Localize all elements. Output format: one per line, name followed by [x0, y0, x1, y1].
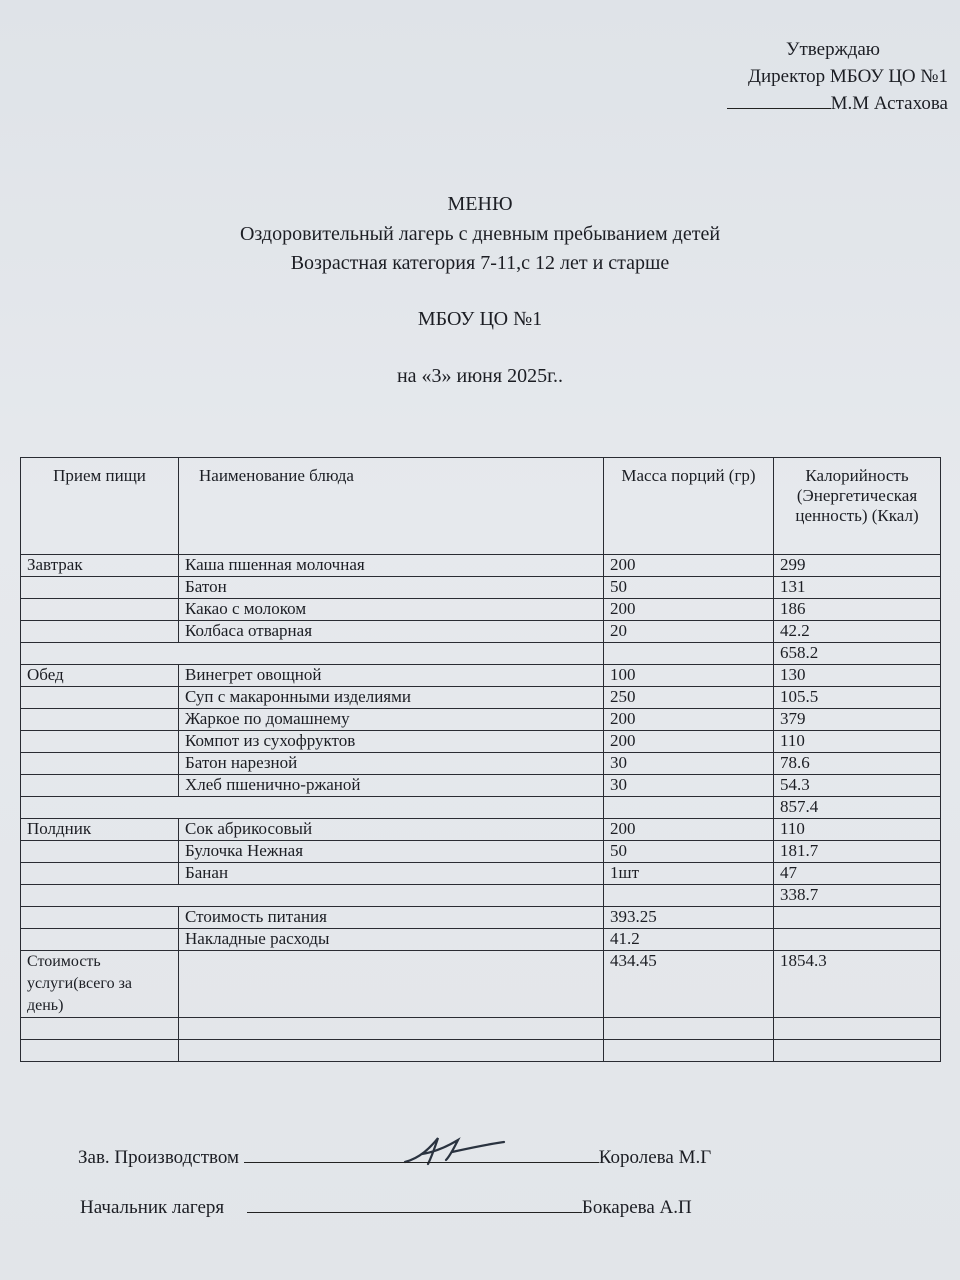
subtotal-kcal: 658.2 [774, 643, 941, 665]
table-row [21, 753, 941, 775]
column-header-dish: Наименование блюда [179, 458, 604, 555]
dish-mass: 50 [604, 841, 774, 863]
dish-mass: 30 [604, 775, 774, 797]
table-row [21, 555, 941, 577]
dish-name: Хлеб пшенично-ржаной [179, 775, 604, 797]
overhead-value: 41.2 [604, 929, 774, 951]
dish-mass: 20 [604, 621, 774, 643]
dish-mass: 200 [604, 731, 774, 753]
meal-cell [21, 775, 179, 797]
subtotal-mass [604, 797, 774, 819]
subtotal-spacer [21, 797, 604, 819]
overhead-row [21, 929, 941, 951]
dish-kcal: 42.2 [774, 621, 941, 643]
approval-signer [727, 90, 948, 117]
dish-name: Каша пшенная молочная [179, 555, 604, 577]
dish-name: Суп с макаронными изделиями [179, 687, 604, 709]
table-row [21, 841, 941, 863]
empty-cell [774, 907, 941, 929]
table-row [21, 599, 941, 621]
dish-kcal: 78.6 [774, 753, 941, 775]
camp-head-signature-line [80, 1192, 692, 1219]
subtotal-row-breakfast [21, 643, 941, 665]
production-name: Королева М.Г [598, 1147, 712, 1168]
empty-cell [774, 929, 941, 951]
page-title: МЕНЮ [447, 193, 513, 215]
empty-row [21, 1040, 941, 1062]
dish-mass: 200 [604, 555, 774, 577]
dish-name: Сок абрикосовый [179, 819, 604, 841]
column-header-kcal: Калорийность (Энергетическая ценность) (Ккал) [774, 458, 941, 555]
dish-kcal: 110 [774, 819, 941, 841]
meal-label-lunch: Обед [21, 665, 179, 687]
dish-name: Жаркое по домашнему [179, 709, 604, 731]
dish-mass: 100 [604, 665, 774, 687]
dish-name: Булочка Нежная [179, 841, 604, 863]
column-header-mass: Масса порций (гр) [604, 458, 774, 555]
table-header-row [21, 458, 941, 555]
meal-cell [21, 929, 179, 951]
dish-name: Винегрет овощной [179, 665, 604, 687]
food-cost-value: 393.25 [604, 907, 774, 929]
dish-name: Компот из сухофруктов [179, 731, 604, 753]
meal-cell [21, 907, 179, 929]
meal-label-breakfast: Завтрак [21, 555, 179, 577]
meal-cell [21, 753, 179, 775]
empty-cell [21, 1040, 179, 1062]
empty-cell [179, 1018, 604, 1040]
age-subtitle: Возрастная категория 7-11,с 12 лет и старше [290, 252, 670, 274]
dish-mass: 50 [604, 577, 774, 599]
subtotal-mass [604, 643, 774, 665]
column-header-meal: Прием пищи [21, 458, 179, 555]
empty-cell [604, 1040, 774, 1062]
empty-cell [774, 1018, 941, 1040]
dish-name: Банан [179, 863, 604, 885]
dish-name: Батон нарезной [179, 753, 604, 775]
school-name: МБОУ ЦО №1 [417, 308, 543, 330]
table-row [21, 863, 941, 885]
empty-cell [21, 1018, 179, 1040]
meal-cell [21, 577, 179, 599]
table-row [21, 577, 941, 599]
signature-line [247, 1192, 582, 1213]
meal-cell [21, 841, 179, 863]
camp-head-name: Бокарева А.П [581, 1197, 692, 1218]
service-cost-value: 434.45 [604, 951, 774, 1018]
dish-name: Батон [179, 577, 604, 599]
subtotal-spacer [21, 643, 604, 665]
table-row [21, 819, 941, 841]
dish-name: Какао с молоком [179, 599, 604, 621]
approval-signer-name: М.М Астахова [830, 93, 948, 114]
service-cost-row [21, 951, 941, 1018]
meal-cell [21, 863, 179, 885]
dish-kcal: 47 [774, 863, 941, 885]
food-cost-label: Стоимость питания [179, 907, 604, 929]
empty-cell [179, 1040, 604, 1062]
service-kcal-total: 1854.3 [774, 951, 941, 1018]
dish-kcal: 105.5 [774, 687, 941, 709]
subtotal-mass [604, 885, 774, 907]
empty-cell [774, 1040, 941, 1062]
table-row [21, 731, 941, 753]
subtotal-kcal: 338.7 [774, 885, 941, 907]
dish-mass: 1шт [604, 863, 774, 885]
dish-mass: 250 [604, 687, 774, 709]
table-row [21, 709, 941, 731]
food-cost-row [21, 907, 941, 929]
dish-mass: 200 [604, 599, 774, 621]
camp-subtitle: Оздоровительный лагерь с дневным пребыванием детей [239, 223, 721, 245]
menu-table [20, 457, 941, 1062]
meal-cell [21, 709, 179, 731]
meal-label-snack: Полдник [21, 819, 179, 841]
dish-kcal: 130 [774, 665, 941, 687]
empty-cell [604, 1018, 774, 1040]
meal-cell [21, 731, 179, 753]
production-label: Зав. Производством [78, 1147, 240, 1168]
approval-position: Директор МБОУ ЦО №1 [748, 66, 948, 87]
camp-head-label: Начальник лагеря [80, 1197, 225, 1218]
meal-cell [21, 621, 179, 643]
dish-kcal: 54.3 [774, 775, 941, 797]
production-signature-line [78, 1142, 711, 1169]
dish-kcal: 131 [774, 577, 941, 599]
dish-name: Колбаса отварная [179, 621, 604, 643]
table-row [21, 687, 941, 709]
subtotal-spacer [21, 885, 604, 907]
meal-cell [21, 687, 179, 709]
subtotal-row-lunch [21, 797, 941, 819]
table-row [21, 775, 941, 797]
service-cost-label: Стоимость услуги(всего за день) [21, 951, 179, 1018]
table-row [21, 621, 941, 643]
approval-heading: Утверждаю [786, 39, 880, 60]
dish-mass: 200 [604, 819, 774, 841]
overhead-label: Накладные расходы [179, 929, 604, 951]
empty-cell [179, 951, 604, 1018]
signature-line [727, 90, 831, 109]
dish-kcal: 186 [774, 599, 941, 621]
subtotal-row-snack [21, 885, 941, 907]
dish-kcal: 110 [774, 731, 941, 753]
dish-mass: 30 [604, 753, 774, 775]
dish-mass: 200 [604, 709, 774, 731]
dish-kcal: 181.7 [774, 841, 941, 863]
table-row [21, 665, 941, 687]
approval-block [727, 36, 948, 117]
dish-kcal: 299 [774, 555, 941, 577]
signature-line [244, 1142, 599, 1163]
menu-date: на «3» июня 2025г.. [396, 365, 564, 387]
meal-cell [21, 599, 179, 621]
empty-row [21, 1018, 941, 1040]
dish-kcal: 379 [774, 709, 941, 731]
subtotal-kcal: 857.4 [774, 797, 941, 819]
